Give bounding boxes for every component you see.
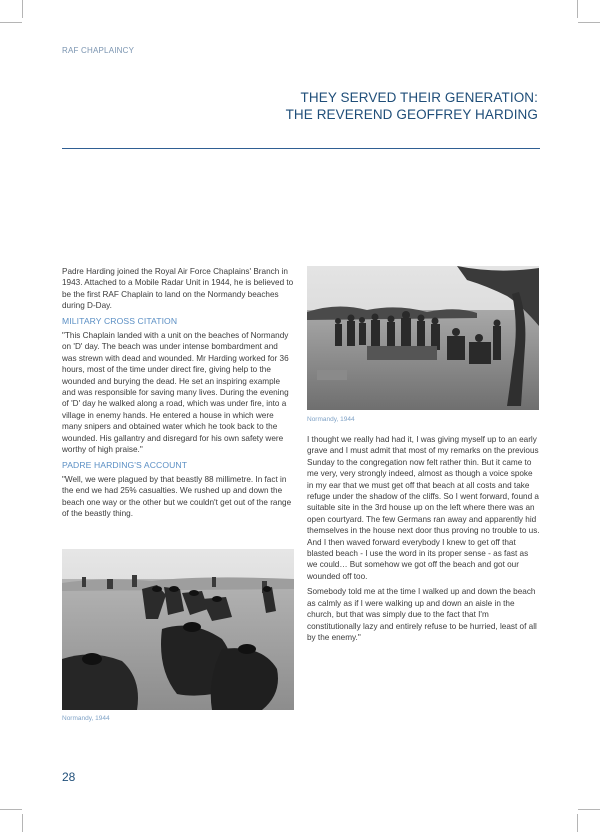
photo-caption-bottom: Normandy, 1944 (62, 715, 110, 722)
photo-normandy-beach (62, 549, 294, 710)
crop-mark (22, 0, 23, 18)
running-head: RAF CHAPLAINCY (62, 46, 135, 55)
intro-paragraph: Padre Harding joined the Royal Air Force Chaplains' Branch in 1943. Attached to a Mobile Radar Unit in 1944, he is believed to be the first RAF Chaplain to land on the Normandy beaches during D-Day. (62, 267, 294, 311)
photo-caption-top: Normandy, 1944 (307, 416, 355, 423)
title-line-1: THEY SERVED THEIR GENERATION: (300, 90, 538, 105)
crop-mark (578, 809, 600, 810)
account-continued-paragraph: I thought we really had had it, I was giving myself up to an early grave and I must admit that most of my remarks on the previous Sunday to the congregation now felt rather thin. But it came to me very, very strongly indeed, almost as though a voice spoke in my ear that we must get off that beach at all costs and take refuge under the shadow of the cliffs. So I went forward, found a suitable site in the 3rd house up on the left where there was an open courtyard. The few Germans ran away and apparently hid themselves in the house next door thus proving no trouble to us. And I then waved forward everybody I knew to get off that blasted beach - I use the word in its proper sense - as fast as we could… But somehow we got off the beach and got our wounded off too. (307, 435, 540, 581)
camp-photo-illustration (307, 266, 539, 410)
crop-mark (577, 814, 578, 832)
crop-mark (22, 814, 23, 832)
beach-photo-illustration (62, 549, 294, 710)
account-paragraph: "Well, we were plagued by that beastly 88 millimetre. In fact in the end we had 25% casualties. We rushed up and down the beach one way or the other but we couldn't get out of the range of the beastly thing. (62, 474, 292, 519)
crop-mark (0, 22, 22, 23)
crop-mark (0, 809, 22, 810)
citation-heading: MILITARY CROSS CITATION (62, 315, 178, 326)
crop-mark (578, 22, 600, 23)
page-number: 28 (62, 770, 76, 784)
page-title (286, 89, 538, 123)
citation-paragraph: "This Chaplain landed with a unit on the beaches of Normandy on 'D' day. The beach was under intense bombardment and was strewn with dead and wounded. Mr Harding worked for 36 hours, most of the time under direct fire, giving help to the wounded and burying the dead. He set an inspiring example and was responsible for saving many lives. During the evening of 'D' day he walked along a road, which was under fire, into a village in enemy hands. He entered a house in which were many snipers and obtained water which he took back to the wounded. His gallantry and disregard for his own safety were worthy of high praise." (62, 331, 289, 455)
title-line-2: THE REVEREND GEOFFREY HARDING (285, 107, 538, 122)
crop-mark (577, 0, 578, 18)
photo-normandy-camp (307, 266, 539, 410)
title-rule (62, 148, 540, 149)
account-heading: PADRE HARDING'S ACCOUNT (62, 459, 188, 470)
account-closing-paragraph: Somebody told me at the time I walked up and down the beach as calmly as if I were walking up and down an aisle in the church, but that was simply due to the fact that I'm constitutionally lazy and entirely refuse to be hurried, least of all by the enemy." (307, 587, 537, 642)
right-column (307, 434, 540, 647)
left-column (62, 266, 294, 524)
